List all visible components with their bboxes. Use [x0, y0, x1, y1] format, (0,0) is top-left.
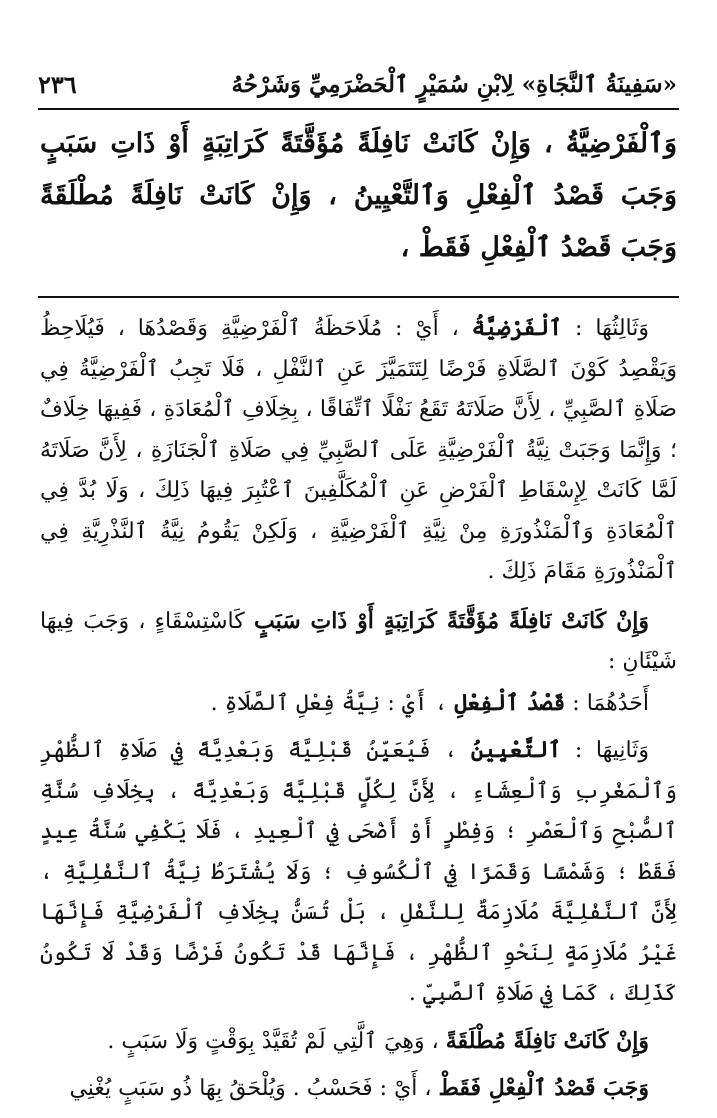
commentary-paragraph-5 — [40, 1021, 677, 1063]
paragraph-body: ، وَهِيَ ٱلَّتِي لَمْ تُقَيَّدْ بِوَقْتٍ وَلَا سَبَبٍ . — [107, 1028, 439, 1054]
bold-term: وَجَبَ قَصْدُ ٱلْفِعْلِ فَقَطْ — [438, 1075, 649, 1101]
paragraph-body: كَاسْتِسْقَاءٍ ، وَجَبَ فِيهَا شَيْئَانِ : — [40, 608, 677, 674]
section-divider — [38, 296, 679, 298]
running-title: «سَفِينَةُ ٱلنَّجَاةِ» لِابْنِ سُمَيْرٍ ٱلْحَضْرَمِيِّ وَشَرْحُهُ — [231, 70, 677, 98]
paragraph-lead: وَثَانِيهَا : — [561, 738, 649, 763]
bold-term: وَإِنْ كَانَتْ نَافِلَةً مُؤَقَّتَةً كَرَاتِبَةٍ أَوْ ذَاتِ سَبَبٍ — [253, 607, 649, 634]
header-divider — [38, 108, 679, 110]
commentary-paragraph-6 — [40, 1068, 677, 1110]
bold-term: ٱلْفَرْضِيَّةُ — [471, 315, 563, 341]
commentary-paragraph-1 — [40, 308, 677, 593]
page-header — [38, 64, 677, 104]
paragraph-body: ، أَيْ : مُلَاحَظَةُ ٱلْفَرْضِيَّةِ وَقَصْدُهَا ، فَيُلَاحِظُ وَيَقْصِدُ كَوْنَ ٱلصَّلَاةِ فَرْضًا لِتَتَمَيَّزَ عَنِ ٱلنَّفْلِ ، فَلَا تَجِبُ ٱلْفَرْضِيَّةُ فِي صَلَاةِ ٱلصَّبِيِّ ، لِأَنَّ صَلَاتَهُ تَقَعُ نَفْلًا ٱتِّفَاقًا ، بِخِلَافِ ٱلْمُعَادَةِ ، فَفِيهَا خِلَافٌ ؛ وَإِنَّمَا وَجَبَتْ نِيَّةُ ٱلْفَرْضِيَّةِ عَلَى ٱلصَّبِيِّ فِي صَلَاةِ ٱلْجَنَازَةِ ، لِأَنَّ صَلَاتَهُ لَمَّا كَانَتْ لِإِسْقَاطِ ٱلْفَرْضِ عَنِ ٱلْمُكَلَّفِينَ ٱعْتُبِرَ فِيهَا ذَلِكَ ، وَلَا بُدَّ فِي ٱلْمُعَادَةِ وَٱلْمَنْذُورَةِ مِنْ نِيَّةِ ٱلْفَرْضِيَّةِ ، وَلَكِنْ يَقُومُ نِيَّةُ ٱلنَّذْرِيَّةِ فِي ٱلْمَنْذُورَةِ مَقَامَ ذَلِكَ . — [40, 316, 677, 584]
paragraph-lead: وَثَالِثُهَا : — [562, 316, 649, 341]
bold-term: وَإِنْ كَانَتْ نَافِلَةً مُطْلَقَةً — [445, 1027, 649, 1054]
bold-term: ٱلتَّعْيِينُ — [470, 737, 562, 763]
paragraph-body: ، أَيْ : فَحَسْبُ . وَيُلْحَقُ بِهَا ذُو سَبَبٍ يُغْنِي — [69, 1076, 432, 1101]
paragraph-lead: أَحَدُهُمَا : — [565, 690, 649, 716]
paragraph-body: ، أَيْ : نِيَّةُ فِعْلِ ٱلصَّلَاةِ . — [210, 690, 448, 716]
bold-term: قَصْدُ ٱلْفِعْلِ — [454, 689, 566, 716]
commentary-paragraph-4 — [40, 730, 677, 1015]
commentary-paragraph-3 — [40, 683, 677, 725]
paragraph-body: ، فَيُعَيِّنُ قَبْلِيَّةً وَبَعْدِيَّةً فِي صَلَاةِ ٱلظُّهْرِ وَٱلْمَغْرِبِ وَٱلْعِشَاءِ ، لِأَنَّ لِكُلٍّ قَبْلِيَّةً وَبَعْدِيَّةً ، بِخِلَافِ سُنَّةِ ٱلصُّبْحِ وَٱلْعَصْرِ ؛ وَفِطْرٍ أَوْ أَضْحَى فِي ٱلْعِيدِ ، فَلَا يَكْفِي سُنَّةُ عِيدٍ فَقَطْ ؛ وَشَمْسًا وَقَمَرًا فِي ٱلْكُسُوفِ ؛ وَلَا يُشْتَرَطُ نِيَّةُ ٱلنَّفْلِيَّةِ ، لِأَنَّ ٱلنَّفْلِيَّةَ مُلَازِمَةٌ لِلنَّفْلِ ، بَلْ تُسَنُّ بِخِلَافِ ٱلْفَرْضِيَّةِ فَإِنَّهَا غَيْرُ مُلَازِمَةٍ لِنَحْوِ ٱلظُّهْرِ ، فَإِنَّهَا قَدْ تَكُونُ فَرْضًا وَقَدْ لَا تَكُونُ كَذَلِكَ ، كَمَا فِي صَلَاةِ ٱلصَّبِيِّ . — [40, 738, 677, 1006]
page-number: ٢٣٦ — [38, 69, 77, 99]
main-text: وَٱلْفَرْضِيَّةُ ، وَإِنْ كَانَتْ نَافِلَةً مُؤَقَّتَةً كَرَاتِبَةٍ أَوْ ذَاتِ سَبَبٍ وَجَبَ قَصْدُ ٱلْفِعْلِ وَٱلتَّعْيِينُ ، وَإِنْ كَانَتْ نَافِلَةً مُطْلَقَةً وَجَبَ قَصْدُ ٱلْفِعْلِ فَقَطْ ، — [40, 128, 677, 263]
commentary-paragraph-2 — [40, 601, 677, 683]
commentary — [40, 308, 677, 1110]
